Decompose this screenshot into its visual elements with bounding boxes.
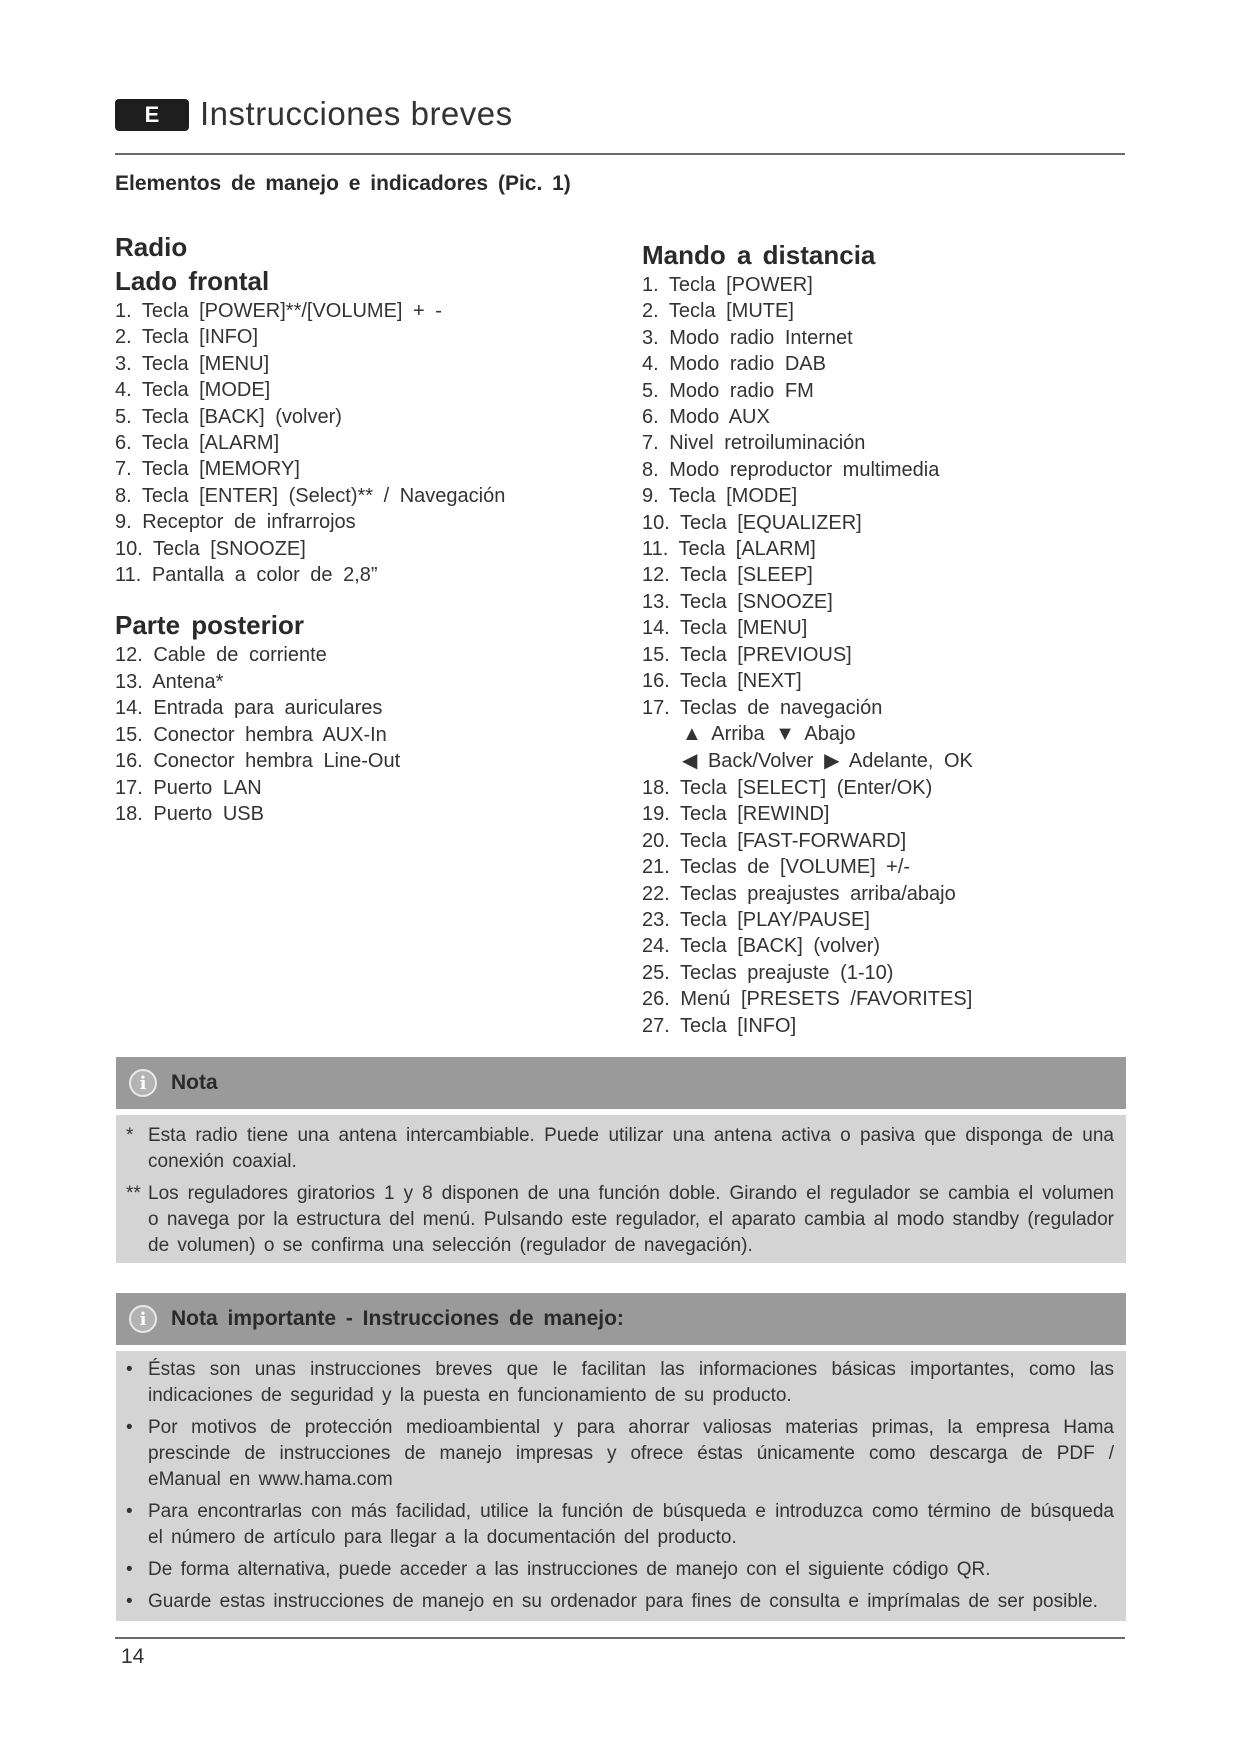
list-item: 18. Tecla [SELECT] (Enter/OK) [642,776,933,799]
list-item: 16. Tecla [NEXT] [642,670,802,693]
list-item: 8. Tecla [ENTER] (Select)** / Navegación [115,484,506,507]
back-list [115,642,635,827]
list-item: 3. Modo radio Internet [642,326,853,349]
note-paragraph [126,1181,1114,1259]
bullet-mark: • [126,1591,133,1612]
list-item: 7. Tecla [MEMORY] [115,458,300,481]
list-item: 7. Nivel retroiluminación [642,432,866,455]
list-item: 11. Pantalla a color de 2,8” [115,564,378,587]
footnote-mark: * [126,1125,134,1146]
list-item: 19. Tecla [REWIND] [642,803,830,826]
remote-list-continued [642,775,1122,1039]
bullet-text: De forma alternativa, puede acceder a las instrucciones de manejo con el siguiente código QR. [148,1559,991,1580]
note-paragraph [126,1123,1114,1175]
list-item: 10. Tecla [SNOOZE] [115,537,306,560]
list-item: 13. Tecla [SNOOZE] [642,590,833,613]
nav-keys-up-down: ▲ Arriba ▼ Abajo [682,722,856,745]
page-number: 14 [121,1645,145,1668]
note-body [116,1115,1126,1263]
list-item: 15. Tecla [PREVIOUS] [642,643,852,666]
left-column [115,230,635,827]
list-item: 9. Receptor de infrarrojos [115,511,356,534]
list-item: 10. Tecla [EQUALIZER] [642,511,862,534]
right-column [642,238,1122,1039]
bullet-text: Éstas son unas instrucciones breves que le facilitan las informaciones básicas importantes, como las indicaciones de seguridad y la puesta en funcionamiento de su producto. [148,1359,1114,1406]
header-divider [115,153,1125,155]
list-item: 2. Tecla [MUTE] [642,300,794,323]
list-item: 2. Tecla [INFO] [115,326,259,349]
list-item: 26. Menú [PRESETS /FAVORITES] [642,988,973,1011]
important-note-header [116,1293,1126,1345]
list-item: 14. Entrada para auriculares [115,697,383,720]
footnote-mark: ** [126,1183,141,1204]
list-item: 13. Antena* [115,670,224,693]
bullet-text: Para encontrarlas con más facilidad, utilice la función de búsqueda e introduzca como término de búsqueda el número de artículo para llegar a la documentación del producto. [148,1501,1114,1548]
info-icon: i [129,1305,157,1333]
bullet-mark: • [126,1501,133,1522]
bullet-item [126,1415,1114,1493]
language-badge: E [115,99,189,131]
bullet-text: Guarde estas instrucciones de manejo en su ordenador para fines de consulta e imprímalas de ser posible. [148,1591,1098,1612]
bullet-item [126,1589,1114,1615]
note-box [116,1057,1126,1263]
footer-divider [115,1637,1125,1639]
section-heading: Elementos de manejo e indicadores (Pic. 1) [115,172,571,195]
note-title: Nota [171,1071,218,1094]
list-item: 15. Conector hembra AUX-In [115,723,387,746]
bullet-text: Por motivos de protección medioambiental y para ahorrar valiosas materias primas, la empresa Hama prescinde de instrucciones de manejo impresas y ofrece éstas únicamente como descarga de PDF / eManual en www.hama.com [148,1417,1114,1490]
list-item: 5. Modo radio FM [642,379,814,402]
list-item: 21. Teclas de [VOLUME] +/- [642,856,911,879]
remote-heading: Mando a distancia [642,240,876,270]
nav-keys-left-right: ◀ Back/Volver ▶ Adelante, OK [682,749,973,772]
important-note-body [116,1351,1126,1621]
list-item: 25. Teclas preajuste (1-10) [642,961,894,984]
note-text: Esta radio tiene una antena intercambiable. Puede utilizar una antena activa o pasiva que disponga de una conexión coaxial. [148,1125,1114,1172]
front-list [115,298,635,588]
important-note-title: Nota importante - Instrucciones de manejo: [171,1307,624,1330]
list-item: 1. Tecla [POWER]**/[VOLUME] + - [115,300,442,322]
important-note-box [116,1293,1126,1621]
list-item: 27. Tecla [INFO] [642,1014,797,1037]
page-title: Instrucciones breves [200,95,513,132]
radio-heading: Radio [115,232,188,262]
bullet-mark: • [126,1559,133,1580]
list-item: 23. Tecla [PLAY/PAUSE] [642,908,870,931]
page-header [115,95,1125,157]
list-item: 1. Tecla [POWER] [642,274,813,296]
bullet-item [126,1357,1114,1409]
list-item: 3. Tecla [MENU] [115,352,270,375]
list-item: 8. Modo reproductor multimedia [642,458,940,481]
list-item: 24. Tecla [BACK] (volver) [642,935,881,958]
bullet-mark: • [126,1359,133,1380]
list-item: 11. Tecla [ALARM] [642,538,816,561]
list-item: 14. Tecla [MENU] [642,617,808,640]
list-item: 12. Tecla [SLEEP] [642,564,813,587]
list-item: 17. Teclas de navegación [642,696,883,719]
note-header [116,1057,1126,1109]
list-item: 22. Teclas preajustes arriba/abajo [642,882,956,905]
list-item: 16. Conector hembra Line-Out [115,750,401,773]
list-item: 6. Tecla [ALARM] [115,432,280,455]
list-item: 12. Cable de corriente [115,644,327,667]
list-item: 20. Tecla [FAST-FORWARD] [642,829,907,852]
list-item: 18. Puerto USB [115,802,264,825]
list-item: 5. Tecla [BACK] (volver) [115,405,342,428]
remote-list [642,272,1122,721]
list-item: 9. Tecla [MODE] [642,485,798,508]
note-text: Los reguladores giratorios 1 y 8 disponen de una función doble. Girando el regulador se cambia el volumen o navega por la estructura del menú. Pulsando este regulador, el aparato cambia al modo standby (regulador de volumen) o se confirma una selección (regulador de navegación). [148,1183,1114,1256]
list-item: 4. Modo radio DAB [642,353,826,376]
back-heading: Parte posterior [115,610,304,641]
bullet-mark: • [126,1417,133,1438]
list-item: 6. Modo AUX [642,406,770,429]
list-item: 17. Puerto LAN [115,776,262,799]
bullet-item [126,1557,1114,1583]
bullet-item [126,1499,1114,1551]
info-icon: i [129,1069,157,1097]
list-item: 4. Tecla [MODE] [115,379,271,402]
front-heading: Lado frontal [115,266,270,296]
